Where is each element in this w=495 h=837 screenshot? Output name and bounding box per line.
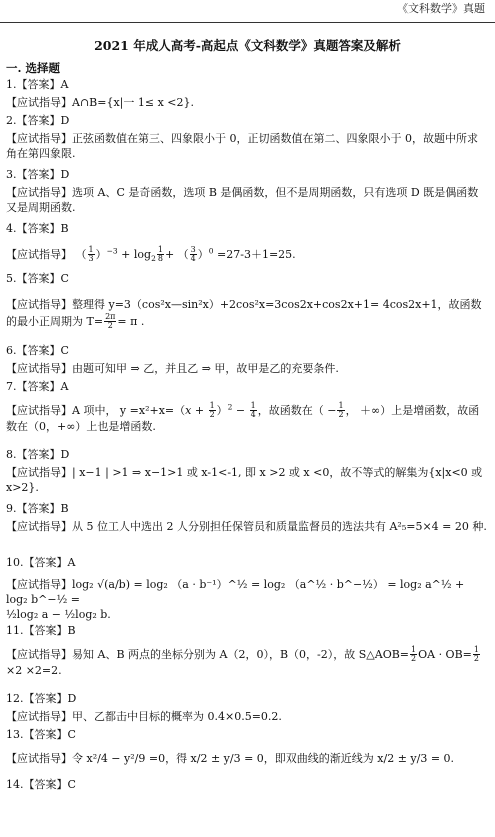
item-number: 7. — [6, 380, 17, 393]
explanation — [6, 290, 488, 344]
answer-line — [6, 556, 488, 574]
answer-label: 【答案】 — [16, 502, 61, 515]
explanation-label: 【应试指导】 — [6, 186, 72, 199]
explanation-label: 【应试指导】 — [6, 132, 72, 145]
answer-label: 【答案】 — [16, 272, 61, 285]
answer-label: 【答案】 — [23, 728, 68, 741]
answer-label: 【答案】 — [23, 624, 68, 637]
answer-value: D — [67, 692, 77, 705]
explanation-label: 【应试指导】 — [6, 247, 72, 261]
header-divider — [0, 22, 495, 23]
item-number: 9. — [6, 502, 17, 515]
explanation-label: 【应试指导】 — [6, 362, 72, 375]
answer-line — [6, 380, 488, 398]
explanation — [6, 642, 488, 692]
explanation-label: 【应试指导】 — [6, 710, 72, 723]
explanation-text: A 项中， y =x²+x= — [72, 403, 175, 417]
fraction: $\frac{2\pi}{2}$ — [105, 311, 116, 331]
item-number: 4. — [6, 222, 17, 235]
answer-line — [6, 778, 488, 796]
explanation-text: 令 x²/4 − y²/9 =0，得 x/2 ± y/3 = 0，即双曲线的渐近线为 x/2 ± y/3 = 0. — [72, 752, 455, 765]
answer-value: C — [60, 344, 69, 357]
explanation — [6, 466, 488, 502]
explanation-text: OA · OB= — [418, 647, 472, 661]
explanation-label: 【应试指导】 — [6, 298, 72, 311]
answers-list — [6, 78, 488, 796]
explanation-text: 从 5 位工人中选出 2 人分别担任保管员和质量监督员的选法共有 A²₅=5×4 = 20 种. — [72, 520, 487, 533]
explanation-label: 【应试指导】 — [6, 466, 72, 479]
answer-value: D — [60, 114, 70, 127]
answer-value: D — [60, 448, 70, 461]
item-number: 12. — [6, 692, 24, 705]
explanation-text: ½log₂ a − ½log₂ b. — [6, 607, 111, 621]
answer-line — [6, 448, 488, 466]
fraction: $\frac{1}{2}$ — [338, 401, 344, 420]
explanation-label: 【应试指导】 — [6, 647, 72, 661]
answer-value: B — [67, 624, 76, 637]
item-number: 2. — [6, 114, 17, 127]
explanation-label: 【应试指导】 — [6, 520, 72, 533]
item-number: 10. — [6, 556, 24, 569]
answer-label: 【答案】 — [16, 168, 61, 181]
explanation-text: A∩B={x|一 1≤ x <2}. — [72, 96, 194, 109]
explanation — [6, 520, 488, 556]
fraction: $\frac{1}{2}$ — [411, 645, 417, 664]
math-expression: （x + $\frac{1}{2}$ ）$^2$ − $\frac{1}{4}$ — [174, 401, 256, 420]
item-number: 8. — [6, 448, 17, 461]
explanation-text: 整理得 y=3（cos²x—sin²x）+2cos²x=3cos2x+cos2x+1= 4cos2x+1，故函数的最小正周期为 T= — [6, 298, 482, 328]
explanation — [6, 132, 488, 168]
explanation-text: 选项 A、C 是奇函数，选项 B 是偶函数，但不是周期函数，只有选项 D 既是偶函数又是周期函数. — [6, 186, 479, 214]
answer-label: 【答案】 — [16, 222, 61, 235]
item-number: 3. — [6, 168, 17, 181]
item-number: 5. — [6, 272, 17, 285]
section-heading: 一. 选择题 — [6, 61, 61, 75]
answer-line — [6, 692, 488, 710]
answer-value: C — [67, 728, 76, 741]
explanation — [6, 96, 488, 114]
answer-line — [6, 728, 488, 746]
explanation — [6, 746, 488, 778]
answer-label: 【答案】 — [16, 114, 61, 127]
answer-value: B — [60, 222, 69, 235]
explanation-text: = π . — [117, 314, 145, 328]
answer-value: C — [67, 778, 76, 791]
answer-value: C — [60, 272, 69, 285]
answer-line — [6, 114, 488, 132]
page-title: 2021 年成人高考-高起点《文科数学》真题答案及解析 — [94, 38, 401, 53]
explanation-text: ， ＋∞）上是增函数，故函数在（0，+∞）上也是增函数. — [6, 403, 480, 433]
answer-line — [6, 78, 488, 96]
explanation-text: =27-3＋1=25. — [217, 247, 296, 261]
fraction: $\frac{1}{2}$ — [473, 645, 479, 664]
explanation-text: 甲、乙都击中目标的概率为 0.4×0.5=0.2. — [72, 710, 282, 723]
item-number: 11. — [6, 624, 24, 637]
answer-line — [6, 272, 488, 290]
answer-line — [6, 222, 488, 240]
answer-line — [6, 502, 488, 520]
answer-label: 【答案】 — [16, 344, 61, 357]
answer-value: A — [60, 78, 69, 91]
explanation-label: 【应试指导】 — [6, 752, 72, 765]
explanation-label: 【应试指导】 — [6, 578, 72, 591]
explanation-label: 【应试指导】 — [6, 403, 72, 417]
explanation-label: 【应试指导】 — [6, 96, 72, 109]
answer-line — [6, 344, 488, 362]
answer-label: 【答案】 — [16, 78, 61, 91]
running-header: 《文科数学》真题 — [397, 2, 485, 15]
explanation-text: log₂ √(a/b) = log₂ （a · b⁻¹）^½ = log₂ （a^½ · b^−½） = log₂ a^½ + log₂ b^−½ = — [6, 578, 465, 606]
item-number: 1. — [6, 78, 17, 91]
answer-value: A — [67, 556, 76, 569]
explanation — [6, 574, 488, 624]
explanation-text: 正弦函数值在第三、四象限小于 0，正切函数值在第二、四象限小于 0，故题中所求角在第四象限. — [6, 132, 478, 160]
item-number: 14. — [6, 778, 24, 791]
answer-value: B — [60, 502, 69, 515]
item-number: 6. — [6, 344, 17, 357]
explanation — [6, 186, 488, 222]
answer-label: 【答案】 — [23, 778, 68, 791]
explanation-text: ，故函数在（ − — [257, 403, 337, 417]
answer-label: 【答案】 — [16, 380, 61, 393]
answer-value: D — [60, 168, 70, 181]
explanation — [6, 240, 488, 272]
math-expression: （ $\frac{1}{3}$ ）$^{-3} + \log_2$ $\frac{1}{8}$ + （ $\frac{3}{4}$ ）$^0$ — [75, 245, 214, 264]
answer-label: 【答案】 — [16, 448, 61, 461]
explanation-text: ×2 ×2=2. — [6, 663, 62, 677]
explanation — [6, 710, 488, 728]
item-number: 13. — [6, 728, 24, 741]
explanation-text: 易知 A、B 两点的坐标分别为 A（2，0），B（0，-2），故 S△AOB= — [72, 647, 410, 661]
answer-value: A — [60, 380, 69, 393]
answer-label: 【答案】 — [23, 556, 68, 569]
explanation — [6, 362, 488, 380]
answer-label: 【答案】 — [23, 692, 68, 705]
answer-line — [6, 168, 488, 186]
answer-line — [6, 624, 488, 642]
explanation-text: | x−1 | >1 ⇒ x−1>1 或 x-1<-1, 即 x >2 或 x <0，故不等式的解集为{x|x<0 或 x>2}. — [6, 466, 483, 494]
explanation-text: 由题可知甲 ⇒ 乙，并且乙 ⇒ 甲，故甲是乙的充要条件. — [72, 362, 339, 375]
explanation — [6, 398, 488, 448]
